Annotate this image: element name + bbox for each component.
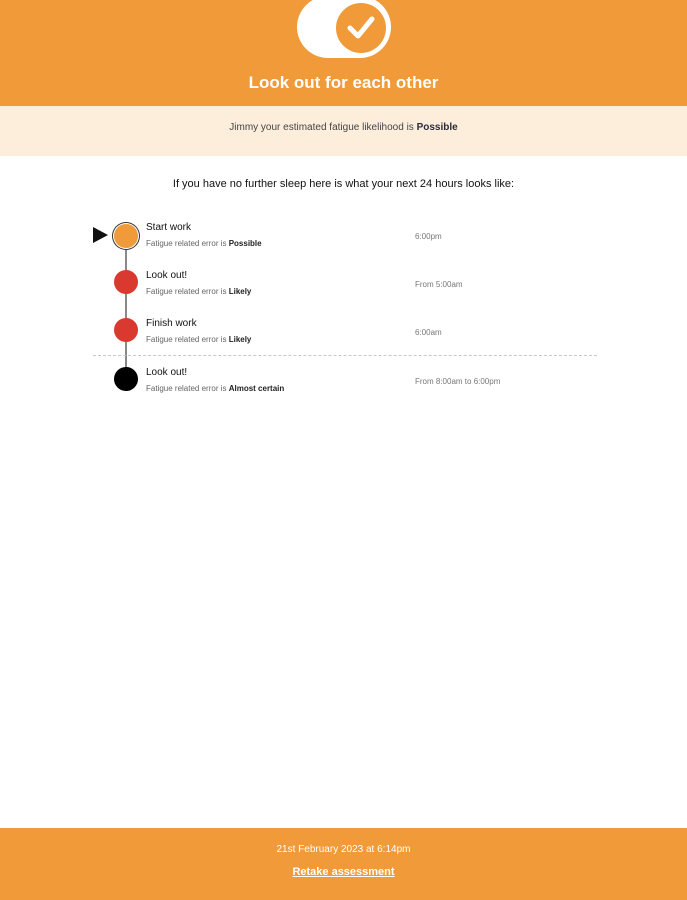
event-subtitle: Fatigue related error is Possible: [146, 239, 262, 248]
check-circle-icon: [336, 3, 386, 53]
event-title: Look out!: [146, 270, 188, 281]
timeline-event: [0, 222, 687, 262]
timeline-intro: If you have no further sleep here is what your next 24 hours looks like:: [172, 178, 515, 190]
timeline-event: [0, 367, 687, 407]
retake-assessment-link[interactable]: Retake assessment: [292, 866, 395, 878]
assessment-date: 21st February 2023 at 6:14pm: [276, 844, 411, 855]
event-dot: [114, 367, 138, 391]
event-time: 6:00pm: [415, 232, 442, 241]
event-time: 6:00am: [415, 328, 442, 337]
page-title: Look out for each other: [248, 73, 439, 92]
day-divider: [93, 355, 597, 356]
event-title: Look out!: [146, 367, 188, 378]
header: [0, 0, 687, 106]
event-dot: [114, 318, 138, 342]
event-title: Start work: [146, 222, 192, 233]
notice-text: Jimmy your estimated fatigue likelihood is: [229, 122, 417, 133]
event-time: From 8:00am to 6:00pm: [415, 377, 501, 386]
event-subtitle: Fatigue related error is Likely: [146, 335, 252, 344]
event-title: Finish work: [146, 318, 197, 329]
event-subtitle: Fatigue related error is Likely: [146, 287, 252, 296]
timeline-event: [0, 270, 687, 310]
event-time: From 5:00am: [415, 280, 463, 289]
fatigue-notice: [0, 106, 687, 156]
notice-level: Possible: [416, 122, 458, 133]
event-subtitle: Fatigue related error is Almost certain: [146, 384, 285, 393]
footer: [0, 828, 687, 900]
timeline: [0, 210, 687, 410]
event-dot: [114, 224, 138, 248]
timeline-event: [0, 318, 687, 358]
event-dot: [114, 270, 138, 294]
